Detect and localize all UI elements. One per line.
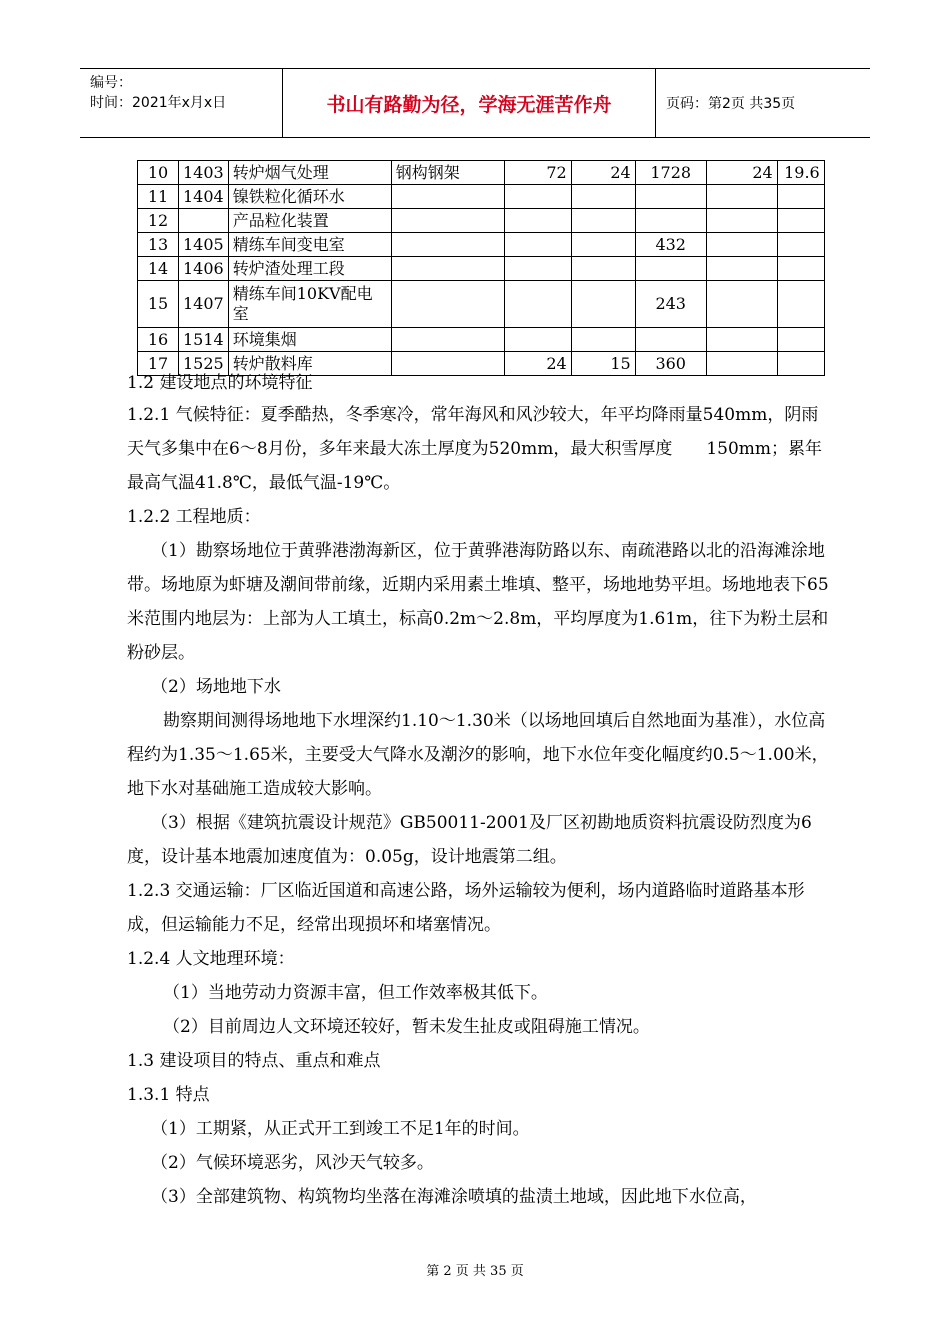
section-1-2-1-paragraph: 1.2.1 气候特征：夏季酷热，冬季寒冷，常年海风和风沙较大，年平均降雨量540mm，阴雨天气多集中在6～8月份，多年来最大冻土厚度为520mm，最大积雪厚度 150mm；累年最高气温41.8℃，最低气温-19℃。 bbox=[127, 405, 823, 493]
table-cell bbox=[391, 281, 504, 328]
table-cell: 11 bbox=[138, 185, 179, 209]
table-cell bbox=[635, 209, 706, 233]
table-cell: 精练车间10KV配电室 bbox=[228, 281, 391, 328]
table-cell: 1407 bbox=[179, 281, 229, 328]
table-cell: 432 bbox=[635, 233, 706, 257]
page-header bbox=[80, 68, 870, 138]
table-cell bbox=[706, 281, 777, 328]
table-cell: 17 bbox=[138, 352, 179, 376]
table-cell bbox=[571, 257, 635, 281]
table-cell: 1525 bbox=[179, 352, 229, 376]
table-cell bbox=[777, 281, 824, 328]
geology-item-3: （3）根据《建筑抗震设计规范》GB50011-2001及厂区初勘地质资料抗震设防烈度为6度，设计基本地震加速度值为：0.05g，设计地震第二组。 bbox=[127, 813, 812, 867]
table-cell: 1404 bbox=[179, 185, 229, 209]
table-cell: 钢构钢架 bbox=[391, 161, 504, 185]
table-cell: 360 bbox=[635, 352, 706, 376]
section-1-3-1-heading: 1.3.1 特点 bbox=[127, 1085, 210, 1105]
table-cell bbox=[504, 257, 571, 281]
geology-item-2-body: 勘察期间测得场地地下水埋深约1.10～1.30米（以场地回填后自然地面为基准），水位高程约为1.35～1.65米，主要受大气降水及潮汐的影响，地下水位年变化幅度约0.5～1.00米，地下水对基础施工造成较大影响。 bbox=[127, 711, 829, 799]
table-cell: 24 bbox=[571, 161, 635, 185]
table-cell bbox=[777, 257, 824, 281]
table-cell: 1403 bbox=[179, 161, 229, 185]
table-cell bbox=[706, 209, 777, 233]
table-cell: 1728 bbox=[635, 161, 706, 185]
section-1-2-2-heading: 1.2.2 工程地质： bbox=[127, 507, 261, 527]
table-cell bbox=[777, 328, 824, 352]
feature-item-1: （1）工期紧，从正式开工到竣工不足1年的时间。 bbox=[151, 1119, 530, 1139]
table-cell: 15 bbox=[138, 281, 179, 328]
table-cell bbox=[777, 185, 824, 209]
building-table bbox=[137, 160, 825, 376]
table-cell bbox=[504, 233, 571, 257]
table-cell: 243 bbox=[635, 281, 706, 328]
table-cell bbox=[391, 209, 504, 233]
table-cell: 24 bbox=[504, 352, 571, 376]
table-cell bbox=[571, 281, 635, 328]
table-cell bbox=[706, 185, 777, 209]
table-cell: 转炉渣处理工段 bbox=[228, 257, 391, 281]
table-row bbox=[138, 161, 825, 185]
table-cell bbox=[777, 233, 824, 257]
table-cell bbox=[391, 233, 504, 257]
header-slogan: 书山有路勤为径，学海无涯苦作舟 bbox=[283, 69, 656, 137]
number-label: 编号： bbox=[90, 75, 132, 91]
table-cell: 转炉散料库 bbox=[228, 352, 391, 376]
table-cell bbox=[635, 257, 706, 281]
table-cell bbox=[777, 209, 824, 233]
table-cell bbox=[571, 233, 635, 257]
table-cell: 13 bbox=[138, 233, 179, 257]
table-cell: 72 bbox=[504, 161, 571, 185]
table-cell bbox=[179, 209, 229, 233]
feature-item-2: （2）气候环境恶劣，风沙天气较多。 bbox=[151, 1153, 434, 1173]
document-body bbox=[127, 368, 833, 1214]
table-cell: 1405 bbox=[179, 233, 229, 257]
table-row bbox=[138, 328, 825, 352]
page-footer: 第 2 页 共 35 页 bbox=[426, 1264, 524, 1279]
table-row bbox=[138, 257, 825, 281]
table-row bbox=[138, 209, 825, 233]
section-1-2-3-paragraph: 1.2.3 交通运输：厂区临近国道和高速公路，场外运输较为便利，场内道路临时道路基本形成，但运输能力不足，经常出现损坏和堵塞情况。 bbox=[127, 881, 805, 935]
table-row bbox=[138, 281, 825, 328]
header-meta bbox=[80, 69, 283, 137]
table-cell bbox=[635, 185, 706, 209]
section-1-2-heading: 1.2 建设地点的环境特征 bbox=[127, 373, 313, 393]
table-cell bbox=[504, 281, 571, 328]
table-cell bbox=[706, 257, 777, 281]
table-cell bbox=[504, 328, 571, 352]
table-cell bbox=[706, 328, 777, 352]
date-label: 时间：2021年x月x日 bbox=[90, 95, 227, 111]
table-cell: 产品粒化装置 bbox=[228, 209, 391, 233]
header-page-label: 页码：第2页 共35页 bbox=[666, 96, 796, 112]
table-cell: 24 bbox=[706, 161, 777, 185]
table-cell: 12 bbox=[138, 209, 179, 233]
feature-item-3: （3）全部建筑物、构筑物均坐落在海滩涂喷填的盐渍土地域，因此地下水位高， bbox=[151, 1187, 757, 1207]
table-cell: 15 bbox=[571, 352, 635, 376]
table-cell: 镍铁粒化循环水 bbox=[228, 185, 391, 209]
table-cell bbox=[391, 328, 504, 352]
geology-item-1: （1）勘察场地位于黄骅港渤海新区，位于黄骅港海防路以东、南疏港路以北的沿海滩涂地带。场地原为虾塘及潮间带前缘，近期内采用素土堆填、整平，场地地势平坦。场地地表下65米范围内地层为：上部为人工填土，标高0.2m～2.8m，平均厚度为1.61m，往下为粉土层和粉砂层。 bbox=[127, 541, 829, 663]
humanity-item-2: （2）目前周边人文环境还较好，暂未发生扯皮或阻碍施工情况。 bbox=[163, 1017, 650, 1037]
table-cell bbox=[391, 185, 504, 209]
table-cell: 16 bbox=[138, 328, 179, 352]
table-cell: 14 bbox=[138, 257, 179, 281]
table-cell bbox=[571, 185, 635, 209]
table-cell bbox=[706, 233, 777, 257]
geology-item-2-title: （2）场地地下水 bbox=[151, 677, 281, 697]
table-row bbox=[138, 233, 825, 257]
humanity-item-1: （1）当地劳动力资源丰富，但工作效率极其低下。 bbox=[163, 983, 548, 1003]
table-cell: 1514 bbox=[179, 328, 229, 352]
section-1-2-4-heading: 1.2.4 人文地理环境： bbox=[127, 949, 295, 969]
table-cell: 转炉烟气处理 bbox=[228, 161, 391, 185]
table-cell: 10 bbox=[138, 161, 179, 185]
table-cell: 精练车间变电室 bbox=[228, 233, 391, 257]
table-cell bbox=[391, 257, 504, 281]
table-cell bbox=[504, 209, 571, 233]
table-cell: 1406 bbox=[179, 257, 229, 281]
table-cell bbox=[635, 328, 706, 352]
table-cell bbox=[571, 328, 635, 352]
table-cell: 19.6 bbox=[777, 161, 824, 185]
table-row bbox=[138, 185, 825, 209]
table-cell: 环境集烟 bbox=[228, 328, 391, 352]
table-cell bbox=[504, 185, 571, 209]
table-cell bbox=[571, 209, 635, 233]
section-1-3-heading: 1.3 建设项目的特点、重点和难点 bbox=[127, 1051, 381, 1071]
